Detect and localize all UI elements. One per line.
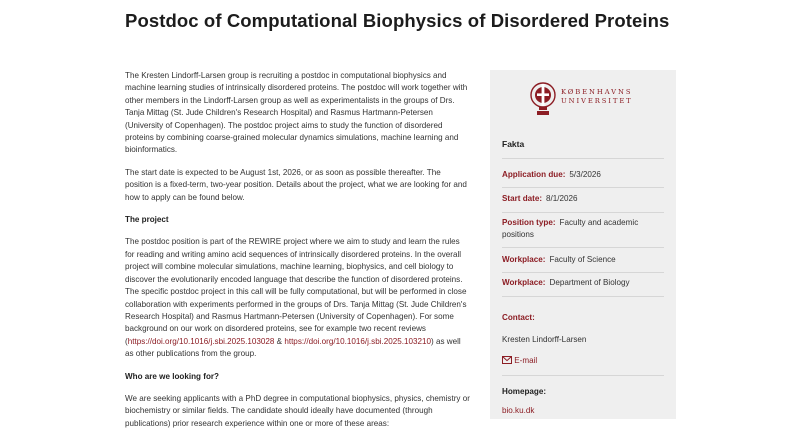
divider bbox=[502, 272, 664, 273]
university-logo[interactable] bbox=[528, 80, 638, 118]
start-date: Start date: 8/1/2026 bbox=[502, 194, 578, 203]
divider bbox=[502, 158, 664, 159]
application-due: Application due: 5/3/2026 bbox=[502, 170, 601, 179]
facts-heading: Fakta bbox=[502, 139, 525, 149]
contact-label: Contact: bbox=[502, 313, 535, 322]
divider bbox=[502, 187, 664, 188]
university-seal-icon bbox=[528, 80, 558, 116]
homepage-link[interactable]: bio.ku.dk bbox=[502, 406, 535, 415]
university-name: KØBENHAVNS UNIVERSITET bbox=[561, 88, 633, 105]
who-heading: Who are we looking for? bbox=[125, 371, 219, 381]
review-link-2[interactable]: https://doi.org/10.1016/j.sbi.2025.103210 bbox=[284, 336, 432, 346]
review-link-1[interactable]: https://doi.org/10.1016/j.sbi.2025.103028 bbox=[127, 336, 275, 346]
divider bbox=[502, 296, 664, 297]
project-paragraph: The postdoc position is part of the REWIRE project where we aim to study and learn the rules for reading and writing amino acid sequences of intrinsically disordered proteins. In the overall project will combine molecular simulations, machine learning, biophysics, and cell biology to discover the evolutionarily encoded language that describe the function of disordered proteins. The specific postdoc project in this call will be fully computational, but will be performed in close collaboration with experiments performed in the groups of Drs. Tanja Mittag (St. Jude Children's Research Hospital) and Rasmus Hartmann-Petersen (University of Copenhagen). For some background on our work on disordered proteins, see for example two recent reviews (https://doi.org/10.1016/j.sbi.2025.103028 & https://doi.org/10.1016/j.sbi.2025.103210) as well as other publications from the group. bbox=[125, 237, 467, 359]
workplace-department: Workplace: Department of Biology bbox=[502, 278, 630, 287]
job-description bbox=[125, 70, 470, 440]
divider bbox=[502, 375, 664, 376]
envelope-icon bbox=[502, 356, 512, 364]
page-title: Postdoc of Computational Biophysics of Disordered Proteins bbox=[125, 10, 670, 31]
position-type: Position type: Faculty and academic positions bbox=[502, 218, 639, 239]
intro-paragraph: The Kresten Lindorff-Larsen group is recruiting a postdoc in computational biophysics and machine learning studies of intrinsically disordered proteins. The postdoc will work together with other members in the Lindorff-Larsen group as well as experimentalists in the groups of Drs. Tanja Mittag (St. Jude Children's Research Hospital) and Rasmus Hartmann-Petersen (University of Copenhagen). The postdoc project aims to study the function of disordered proteins by combining coarse-grained molecular dynamics simulations, machine learning and bioinformatics. bbox=[125, 71, 468, 155]
requirements-paragraph: We are seeking applicants with a PhD degree in computational biophysics, physics, chemistry or biochemistry or similar fields. The candidate should ideally have documented (through publications) prior research experience within one or more of these areas: bbox=[125, 393, 470, 428]
start-date-paragraph: The start date is expected to be August 1st, 2026, or as soon as possible thereafter. The position is a fixed-term, two-year position. Details about the project, what we are looking for and how to apply can be found below. bbox=[125, 167, 467, 202]
workplace-faculty: Workplace: Faculty of Science bbox=[502, 255, 616, 264]
facts-sidebar bbox=[490, 70, 676, 419]
email-link[interactable]: E-mail bbox=[502, 355, 672, 367]
contact-name: Kresten Lindorff-Larsen bbox=[502, 335, 587, 344]
divider bbox=[502, 212, 664, 213]
homepage-label: Homepage: bbox=[502, 387, 547, 396]
project-heading: The project bbox=[125, 215, 169, 225]
divider bbox=[502, 247, 664, 248]
